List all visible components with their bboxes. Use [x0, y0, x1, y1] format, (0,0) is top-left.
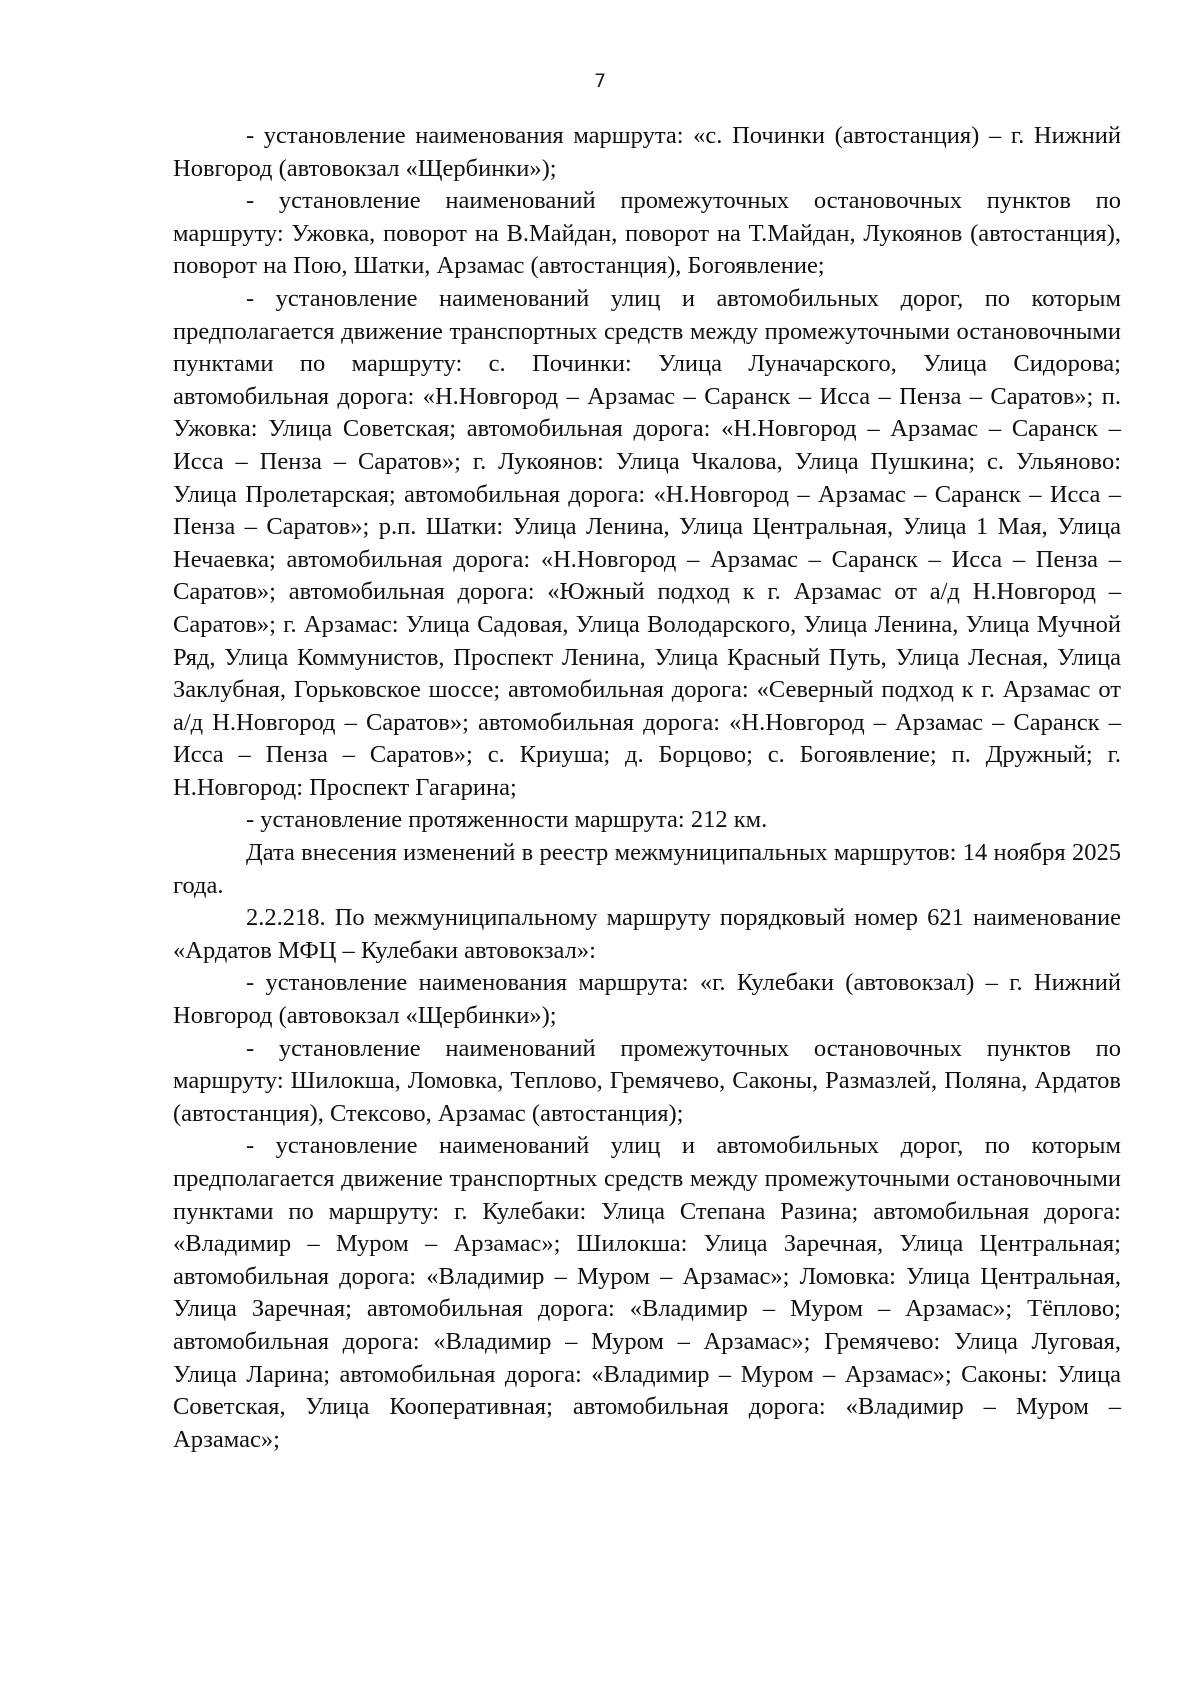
paragraph: Дата внесения изменений в реестр межмуниципальных маршрутов: 14 ноября 2025 года. — [173, 839, 1121, 899]
paragraph: 2.2.218. По межмуниципальному маршруту порядковый номер 621 наименование «Ардатов МФЦ – Кулебаки автовокзал»: — [173, 904, 1121, 964]
paragraph: - установление наименований промежуточных остановочных пунктов по маршруту: Шилокша, Ломовка, Теплово, Гремячево, Саконы, Размазлей, Поляна, Ардатов (автостанция), Стексово, Арзамас (автостанция); — [173, 1034, 1121, 1127]
paragraph: - установление наименований улиц и автомобильных дорог, по которым предполагается движение транспортных средств между промежуточными остановочными пунктами по маршруту: г. Кулебаки: Улица Степана Разина; автомобильная дорога: «Владимир – Муром – Арзамас»; Шилокша: Улица Заречная, Улица Центральная; автомобильная дорога: «Владимир – Муром – Арзамас»; Ломовка: Улица Центральная, Улица Заречная; автомобильная дорога: «Владимир – Муром – Арзамас»; Тёплово; автомобильная дорога: «Владимир – Муром – Арзамас»; Гремячево: Улица Луговая, Улица Ларина; автомобильная дорога: «Владимир – Муром – Арзамас»; Саконы: Улица Советская, Улица Кооперативная; автомобильная дорога: «Владимир – Муром – Арзамас»; — [173, 1132, 1121, 1453]
paragraph: - установление протяженности маршрута: 212 км. — [246, 806, 768, 834]
paragraph: - установление наименований улиц и автомобильных дорог, по которым предполагается движение транспортных средств между промежуточными остановочными пунктами по маршруту: с. Починки: Улица Луначарского, Улица Сидорова; автомобильная дорога: «Н.Новгород – Арзамас – Саранск – Исса – Пенза – Саратов»; п. Ужовка: Улица Советская; автомобильная дорога: «Н.Новгород – Арзамас – Саранск – Исса – Пенза – Саратов»; г. Лукоянов: Улица Чкалова, Улица Пушкина; с. Ульяново: Улица Пролетарская; автомобильная дорога: «Н.Новгород – Арзамас – Саранск – Исса – Пенза – Саратов»; р.п. Шатки: Улица Ленина, Улица Центральная, Улица 1 Мая, Улица Нечаевка; автомобильная дорога: «Н.Новгород – Арзамас – Саранск – Исса – Пенза – Саратов»; автомобильная дорога: «Южный подход к г. Арзамас от а/д Н.Новгород – Саратов»; г. Арзамас: Улица Садовая, Улица Володарского, Улица Ленина, Улица Мучной Ряд, Улица Коммунистов, Проспект Ленина, Улица Красный Путь, Улица Лесная, Улица Заклубная, Горьковское шоссе; автомобильная дорога: «Северный подход к г. Арзамас от а/д Н.Новгород – Саратов»; автомобильная дорога: «Н.Новгород – Арзамас – Саранск – Исса – Пенза – Саратов»; с. Криуша; д. Борцово; с. Богоявление; п. Дружный; г. Н.Новгород: Проспект Гагарина; — [173, 284, 1121, 801]
paragraph: - установление наименования маршрута: «г. Кулебаки (автовокзал) – г. Нижний Новгород (автовокзал «Щербинки»); — [173, 969, 1121, 1030]
page-number: 7 — [593, 70, 607, 92]
paragraph: - установление наименований промежуточных остановочных пунктов по маршруту: Ужовка, поворот на В.Майдан, поворот на Т.Майдан, Лукоянов (автостанция), поворот на Пою, Шатки, Арзамас (автостанция), Богоявление; — [173, 187, 1121, 280]
paragraph: - установление наименования маршрута: «с. Починки (автостанция) – г. Нижний Новгород (автовокзал «Щербинки»); — [173, 122, 1121, 182]
document-body — [173, 120, 1121, 1456]
